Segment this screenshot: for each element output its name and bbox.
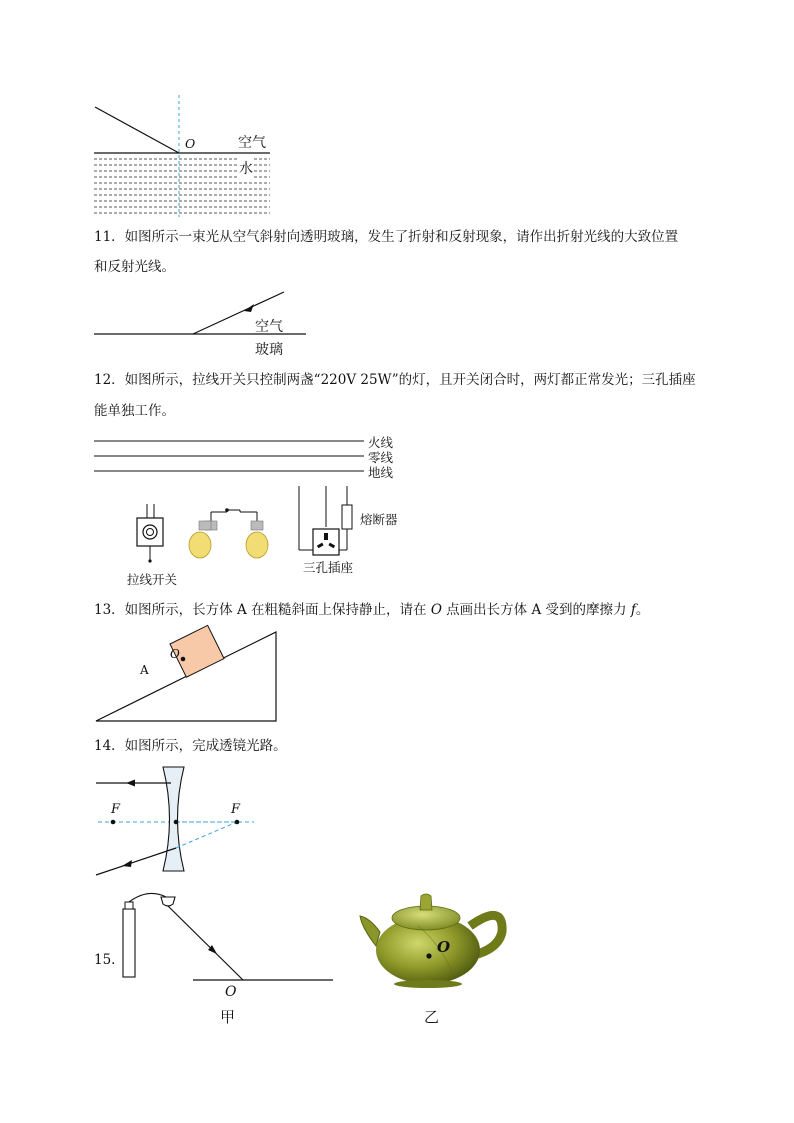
question-11-line1: 11．如图所示一束光从空气斜射向透明玻璃，发生了折射和反射现象，请作出折射光线的大致位置 — [94, 229, 679, 245]
question-13-part2: 点画出长方体 A 受到的摩擦力 — [441, 602, 631, 618]
focal-point-left-label: F — [111, 802, 121, 817]
figure-yi-label: 乙 — [424, 1008, 440, 1026]
household-circuit-diagram — [94, 432, 394, 572]
question-13-text — [94, 600, 649, 620]
neutral-wire-label: 零线 — [368, 450, 394, 465]
block-a-label: A — [140, 663, 149, 677]
question-11-line2: 和反射光线。 — [94, 259, 175, 275]
figure-jia-label: 甲 — [220, 1008, 236, 1026]
air-label: 空气 — [238, 135, 266, 151]
concave-lens-diagram — [94, 763, 264, 878]
question-12-line2: 能单独工作。 — [94, 403, 175, 419]
glass-label: 玻璃 — [255, 342, 283, 358]
teapot-o-label: O — [437, 938, 451, 956]
question-13-o: O — [430, 602, 442, 618]
question-13-f: f — [630, 602, 636, 618]
fuse-label: 熔断器 — [360, 512, 398, 527]
socket-label: 三孔插座 — [303, 560, 354, 575]
ground-wire-label: 地线 — [368, 465, 394, 480]
question-13-part3: 。 — [635, 602, 650, 618]
live-wire-label: 火线 — [368, 435, 394, 450]
point-o-label: O — [185, 136, 196, 151]
teapot-image — [358, 888, 508, 993]
lamp-mirror-diagram — [118, 892, 368, 982]
mirror-o-label: O — [225, 984, 237, 1000]
block-o-label: O — [170, 647, 180, 661]
refraction-air-water-diagram — [90, 95, 290, 215]
question-12-line1: 12．如图所示，拉线开关只控制两盏“220V 25W”的灯，且开关闭合时，两灯都正常发光；三孔插座 — [94, 372, 696, 388]
focal-point-right-label: F — [231, 802, 241, 817]
air-label: 空气 — [255, 319, 283, 335]
question-14-text: 14．如图所示，完成透镜光路。 — [94, 738, 287, 754]
question-15-number: 15. — [94, 952, 116, 968]
incline-block-diagram — [94, 630, 284, 725]
question-13-part1: 13．如图所示，长方体 A 在粗糙斜面上保持静止，请在 — [94, 602, 431, 618]
pull-switch-label: 拉线开关 — [127, 572, 178, 587]
water-label: 水 — [238, 158, 254, 178]
